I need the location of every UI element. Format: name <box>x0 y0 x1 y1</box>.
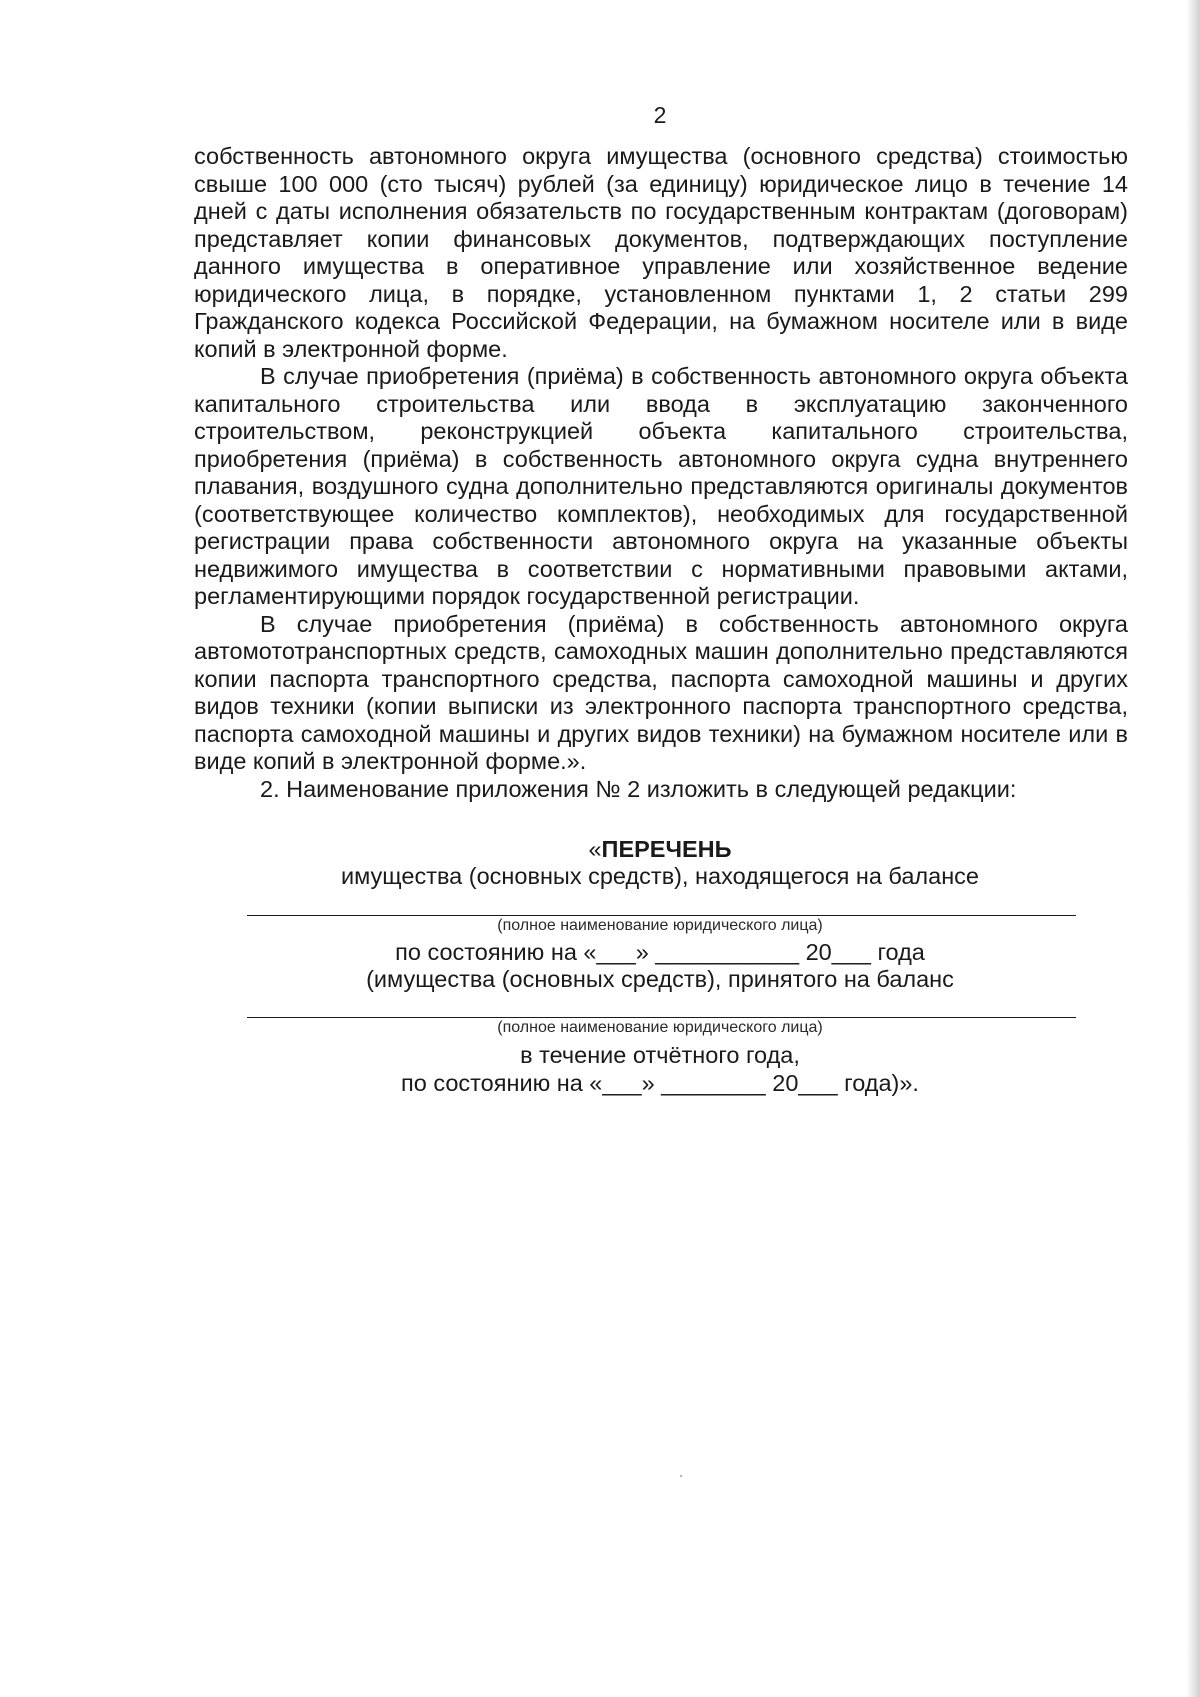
list-subtitle: имущества (основных средств), находящегося на балансе <box>341 863 979 889</box>
reporting-year-line: в течение отчётного года, <box>520 1042 800 1068</box>
amendment-item-2: 2. Наименование приложения № 2 изложить в следующей редакции: <box>260 775 1017 802</box>
caption-legal-entity-2: (полное наименование юридического лица) <box>497 1019 823 1036</box>
paragraph-vehicles: В случае приобретения (приёма) в собственность автономного округа автомототранспортных средств, самоходных машин дополнительно представляются копии паспорта транспортного средства, паспорта самоходной машины и других видов техники (копии выписки из электронного паспорта транспортного средства, паспорта самоходной машины и других видов техники) на бумажном носителе или в виде копий в электронной форме.». <box>194 610 1128 774</box>
scan-speck <box>680 1475 682 1477</box>
date-line-1: по состоянию на «___» ___________ 20___ года <box>395 939 925 965</box>
list-title <box>0 835 1200 863</box>
quote-open: « <box>588 836 602 862</box>
list-title-word: ПЕРЕЧЕНЬ <box>601 836 732 862</box>
date-line-2: по состоянию на «___» ________ 20___ года)». <box>401 1070 919 1096</box>
document-body <box>194 143 1128 803</box>
accepted-property-note: (имущества (основных средств), принятого на баланс <box>366 966 954 992</box>
paragraph-capital-construction: В случае приобретения (приёма) в собственность автономного округа объекта капитального строительства или ввода в эксплуатацию законченного строительством, реконструкцией объекта капитального строительства, приобретения (приёма) в собственность автономного округа судна внутреннего плавания, воздушного судна дополнительно представляются оригиналы документов (соответствующее количество комплектов), необходимых для государственной регистрации права собственности автономного округа на указанные объекты недвижимого имущества в соответствии с нормативными правовыми актами, регламентирующими порядок государственной регистрации. <box>194 363 1128 609</box>
caption-legal-entity-1: (полное наименование юридического лица) <box>497 917 823 934</box>
page-number: 2 <box>653 102 667 128</box>
paragraph-continuation: собственность автономного округа имущества (основного средства) стоимостью свыше 100 000 (сто тысяч) рублей (за единицу) юридическое лицо в течение 14 дней с даты исполнения обязательств по государственным контрактам (договорам) представляет копии финансовых документов, подтверждающих поступление данного имущества в оперативное управление или хозяйственное ведение юридического лица, в порядке, установленном пунктами 1, 2 статьи 299 Гражданского кодекса Российской Федерации, на бумажном носителе или в виде копий в электронной форме. <box>194 143 1128 362</box>
